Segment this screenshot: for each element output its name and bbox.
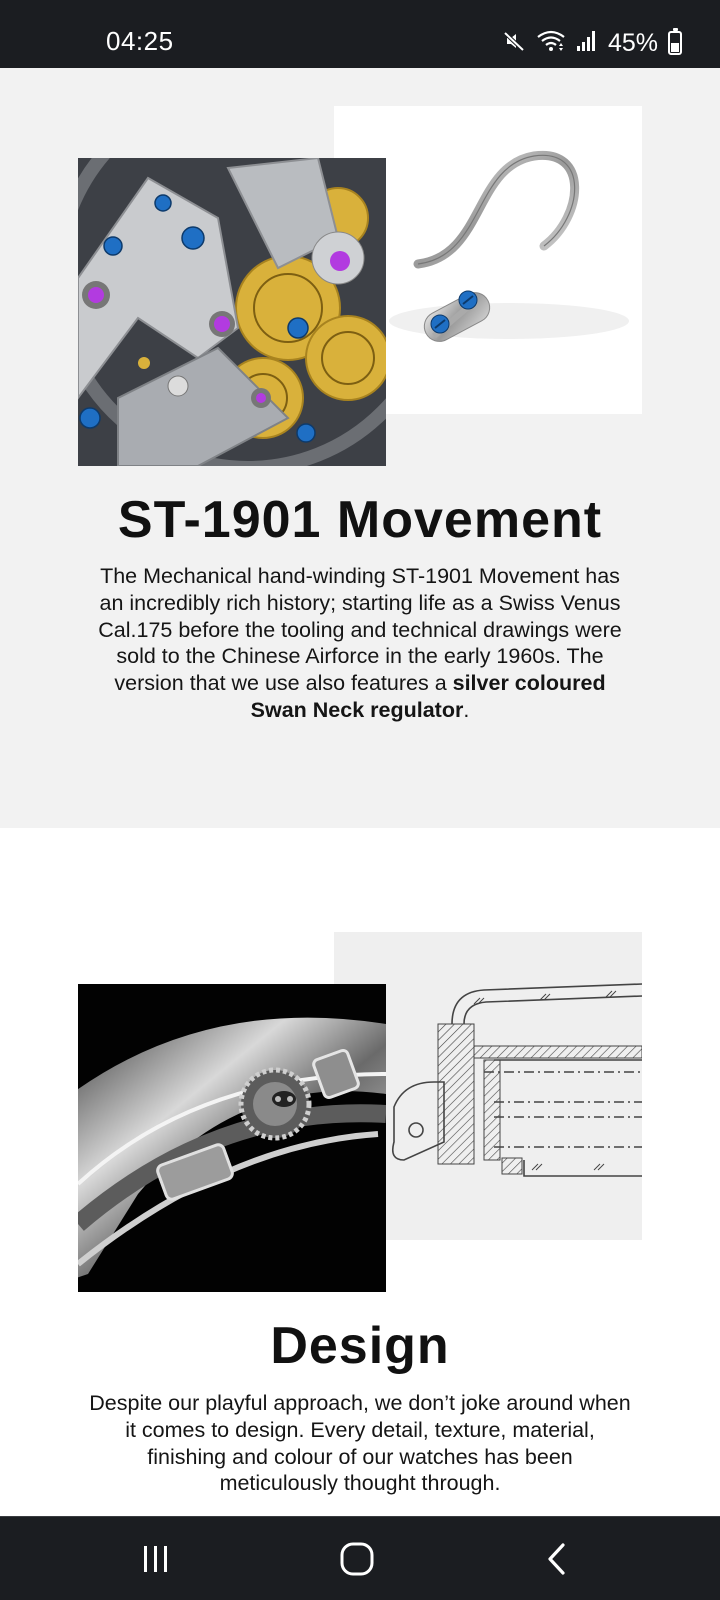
back-icon (543, 1542, 573, 1576)
movement-description (86, 563, 634, 724)
signal-icon (576, 29, 598, 58)
movement-section (0, 68, 720, 828)
recent-apps-button[interactable] (126, 1537, 186, 1581)
wifi-icon (536, 29, 566, 58)
navigation-bar (0, 1516, 720, 1600)
design-title: Design (270, 1317, 450, 1375)
home-button[interactable] (327, 1537, 387, 1581)
movement-title: ST-1901 Movement (117, 491, 603, 549)
status-time: 04:25 (106, 26, 174, 56)
recent-apps-icon (140, 1543, 172, 1575)
design-description: Despite our playful approach, we don’t joke around when it comes to design. Every detail, texture, material, finishing and colour of our watches has been meticulously thought through. (89, 1391, 631, 1496)
mute-icon (502, 29, 526, 58)
movement-description-end: . (463, 697, 470, 722)
design-section (0, 828, 720, 1516)
watch-crown-image (78, 984, 386, 1292)
status-icons (502, 26, 682, 60)
movement-description-text: The Mechanical hand-winding ST-1901 Movement has an incredibly rich history; starting life as a Swiss Venus Cal.175 before the tooling and technical drawings were sold to the Chinese Airforce in the early 1960s. The version that we use also features a (98, 564, 622, 696)
battery-percent: 45% (607, 28, 658, 57)
movement-description-highlight: silver coloured Swan Neck regulator (250, 671, 606, 722)
home-icon (339, 1541, 375, 1577)
back-button[interactable] (528, 1537, 588, 1581)
movement-closeup-image (78, 158, 386, 466)
status-bar (0, 0, 720, 68)
battery-icon (668, 31, 682, 55)
